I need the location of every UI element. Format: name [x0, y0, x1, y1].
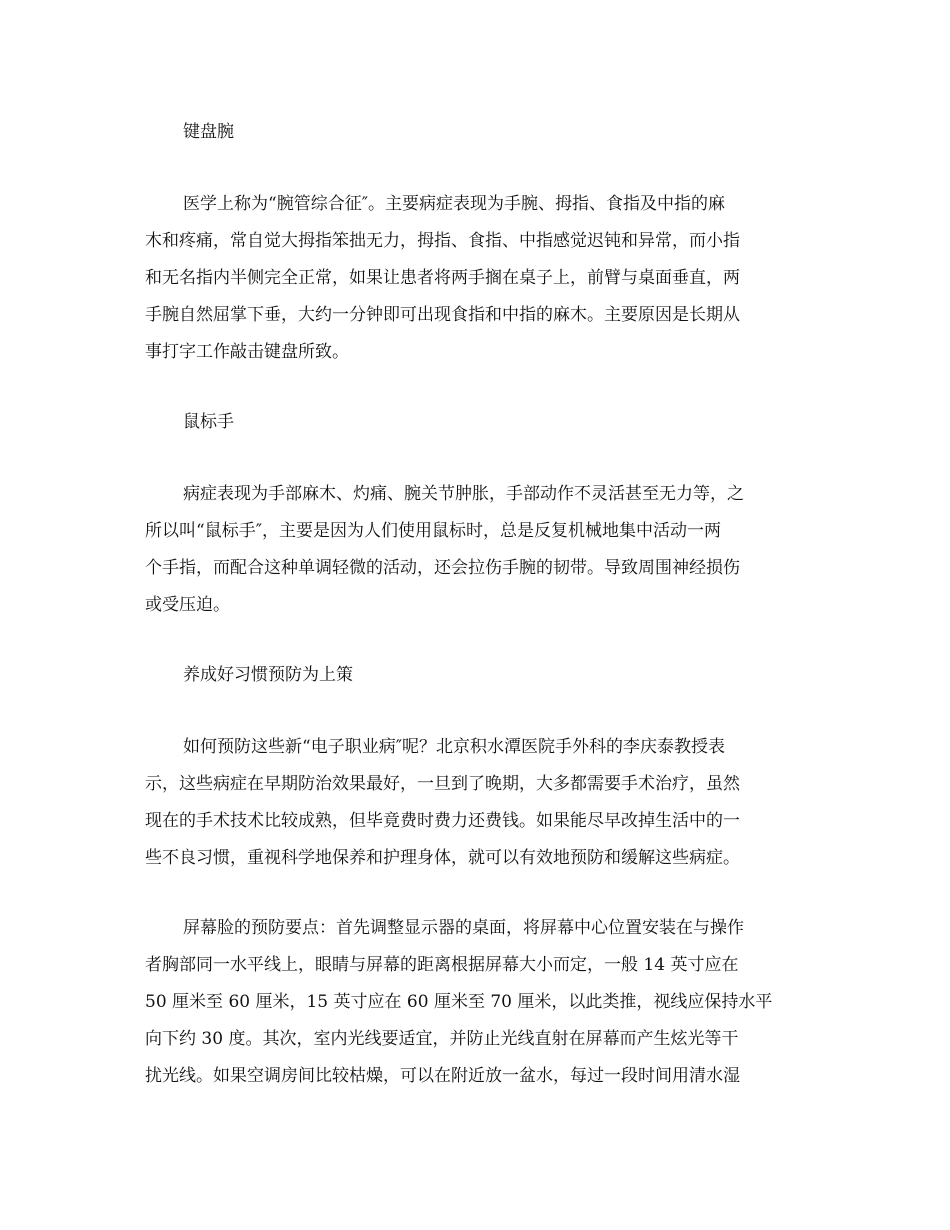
paragraph-line: 现在的手术技术比较成熟，但毕竟费时费力还费钱。如果能尽早改掉生活中的一	[145, 811, 740, 831]
paragraph-line: 者胸部同一水平线上，眼睛与屏幕的距离根据屏幕大小而定，一般 14 英寸应在	[145, 955, 739, 975]
paragraph-line: 手腕自然屈掌下垂，大约一分钟即可出现食指和中指的麻木。主要原因是长期从	[145, 305, 740, 325]
paragraph-line: 木和疼痛，常自觉大拇指笨拙无力，拇指、食指、中指感觉迟钝和异常，而小指	[145, 231, 740, 251]
paragraph-line: 些不良习惯，重视科学地保养和护理身体，就可以有效地预防和缓解这些病症。	[145, 848, 740, 868]
paragraph-line: 医学上称为“腕管综合征″。主要病症表现为手腕、拇指、食指及中指的麻	[183, 194, 726, 214]
paragraph-line: 向下约 30 度。其次，室内光线要适宜，并防止光线直射在屏幕而产生炫光等干	[145, 1029, 739, 1049]
paragraph-line: 和无名指内半侧完全正常，如果让患者将两手搁在桌子上，前臂与桌面垂直，两	[145, 268, 740, 288]
paragraph-line: 扰光线。如果空调房间比较枯燥，可以在附近放一盆水，每过一段时间用清水湿	[145, 1066, 740, 1086]
section-heading-mouse-hand: 鼠标手	[183, 412, 234, 432]
paragraph-line: 病症表现为手部麻木、灼痛、腕关节肿胀，手部动作不灵活甚至无力等，之	[183, 484, 744, 504]
paragraph-line: 事打字工作敲击键盘所致。	[145, 342, 349, 362]
paragraph-line: 屏幕脸的预防要点：首先调整显示器的桌面，将屏幕中心位置安装在与操作	[183, 918, 744, 938]
section-heading-prevention: 养成好习惯预防为上策	[183, 665, 353, 685]
paragraph-line: 50 厘米至 60 厘米，15 英寸应在 60 厘米至 70 厘米，以此类推，视线应保持水平	[145, 992, 773, 1012]
section-heading-keyboard-wrist: 键盘腕	[183, 122, 234, 142]
paragraph-line: 所以叫“鼠标手″，主要是因为人们使用鼠标时，总是反复机械地集中活动一两	[145, 521, 722, 541]
paragraph-line: 示，这些病症在早期防治效果最好，一旦到了晚期，大多都需要手术治疗，虽然	[145, 774, 740, 794]
paragraph-line: 个手指，而配合这种单调轻微的活动，还会拉伤手腕的韧带。导致周围神经损伤	[145, 558, 740, 578]
paragraph-line: 如何预防这些新“电子职业病″呢？北京积水潭医院手外科的李庆泰教授表	[183, 737, 726, 757]
paragraph-line: 或受压迫。	[145, 595, 230, 615]
